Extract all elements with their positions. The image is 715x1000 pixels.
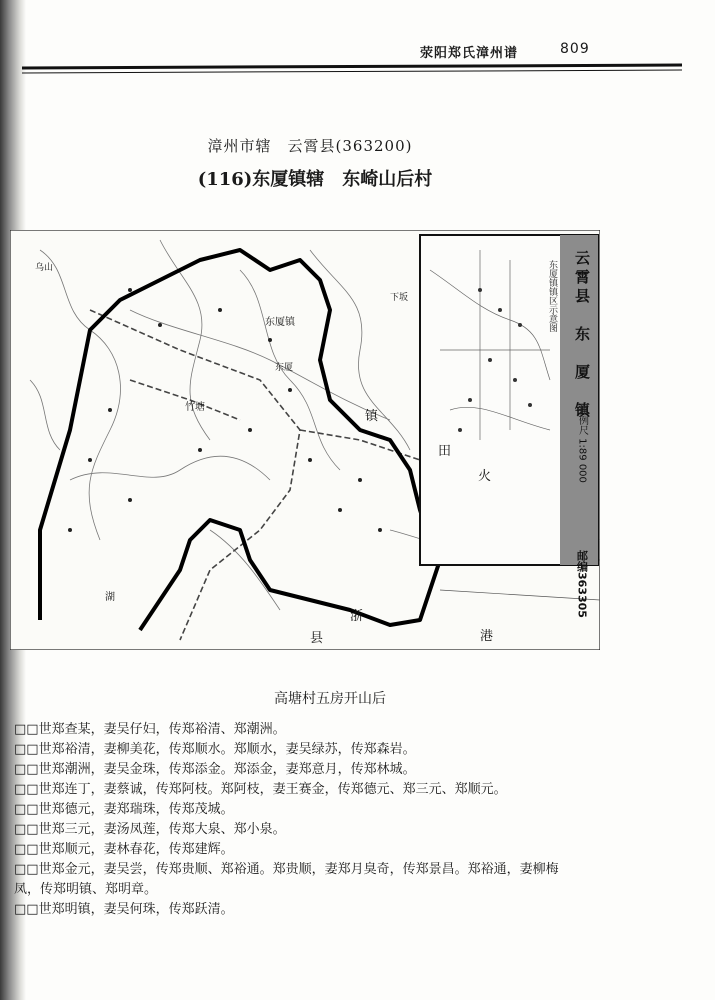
map-inset-title: 云霄县 东 厦 镇 — [573, 250, 591, 421]
map-label-xian: 县 — [310, 631, 324, 646]
town-map — [10, 230, 600, 650]
map-label-xiaban: 下坂 — [390, 293, 409, 303]
map-inset — [420, 235, 598, 565]
map-label-zhutang: 竹塘 — [185, 402, 205, 413]
genealogy-entries — [14, 720, 704, 920]
header-rule-thin — [22, 70, 682, 74]
genealogy-entry: □□世郑金元，妻吴尝，传郑贵顺、郑裕通。郑贵顺，妻郑月臭奇，传郑景昌。郑裕通，妻柳梅 — [14, 862, 559, 877]
map-label-huo: 火 — [478, 469, 492, 484]
map-inset-subtitle: 东厦镇镇区示意图 — [547, 260, 557, 332]
genealogy-entry-continuation: 凤，传郑明镇、郑明章。 — [14, 882, 158, 897]
book-title: 荥阳郑氏漳州谱 — [420, 46, 519, 61]
genealogy-entry: □□世郑三元，妻汤凤莲，传郑大泉、郑小泉。 — [14, 822, 286, 837]
map-label-wushan: 乌山 — [35, 263, 54, 273]
map-label-zhe: 浙 — [350, 609, 364, 624]
genealogy-entry: □□世郑查某，妻吴仔妇，传郑裕清、郑潮洲。 — [14, 722, 286, 737]
genealogy-entry: □□世郑潮洲，妻吴金珠，传郑添金。郑添金，妻郑意月，传郑林城。 — [14, 762, 416, 777]
map-label-dongxia: 东厦 — [275, 363, 294, 373]
map-label-zhen: 镇 — [365, 409, 379, 424]
map-label-gang: 港 — [480, 629, 494, 644]
section-title: 高塘村五房开山后 — [274, 691, 386, 707]
genealogy-entry: □□世郑顺元，妻林春花，传郑建辉。 — [14, 842, 234, 857]
map-label-tian: 田 — [438, 444, 452, 459]
map-scale: 比例尺 1:89 000 — [576, 405, 588, 483]
map-label-east-town: 东厦镇 — [265, 317, 295, 328]
page-number: 809 — [560, 41, 590, 57]
map-postcode: 邮编363305 — [575, 550, 589, 618]
map-label-hu: 湖 — [105, 592, 115, 603]
genealogy-entry: □□世郑德元，妻郑瑞珠，传郑茂城。 — [14, 802, 234, 817]
genealogy-entry: □□世郑裕清，妻柳美花，传郑顺水。郑顺水，妻吴绿苏，传郑森岩。 — [14, 742, 416, 757]
location-title: 漳州市辖 云霄县(363200) — [207, 137, 413, 155]
village-title: (116)东厦镇辖 东崎山后村 — [197, 169, 433, 190]
genealogy-entry: □□世郑连丁，妻蔡诚，传郑阿枝。郑阿枝，妻王赛金，传郑德元、郑三元、郑顺元。 — [14, 782, 507, 797]
genealogy-entry: □□世郑明镇，妻吴何珠，传郑跃清。 — [14, 902, 234, 917]
running-header — [420, 40, 610, 62]
header-rule-thick — [22, 64, 682, 70]
